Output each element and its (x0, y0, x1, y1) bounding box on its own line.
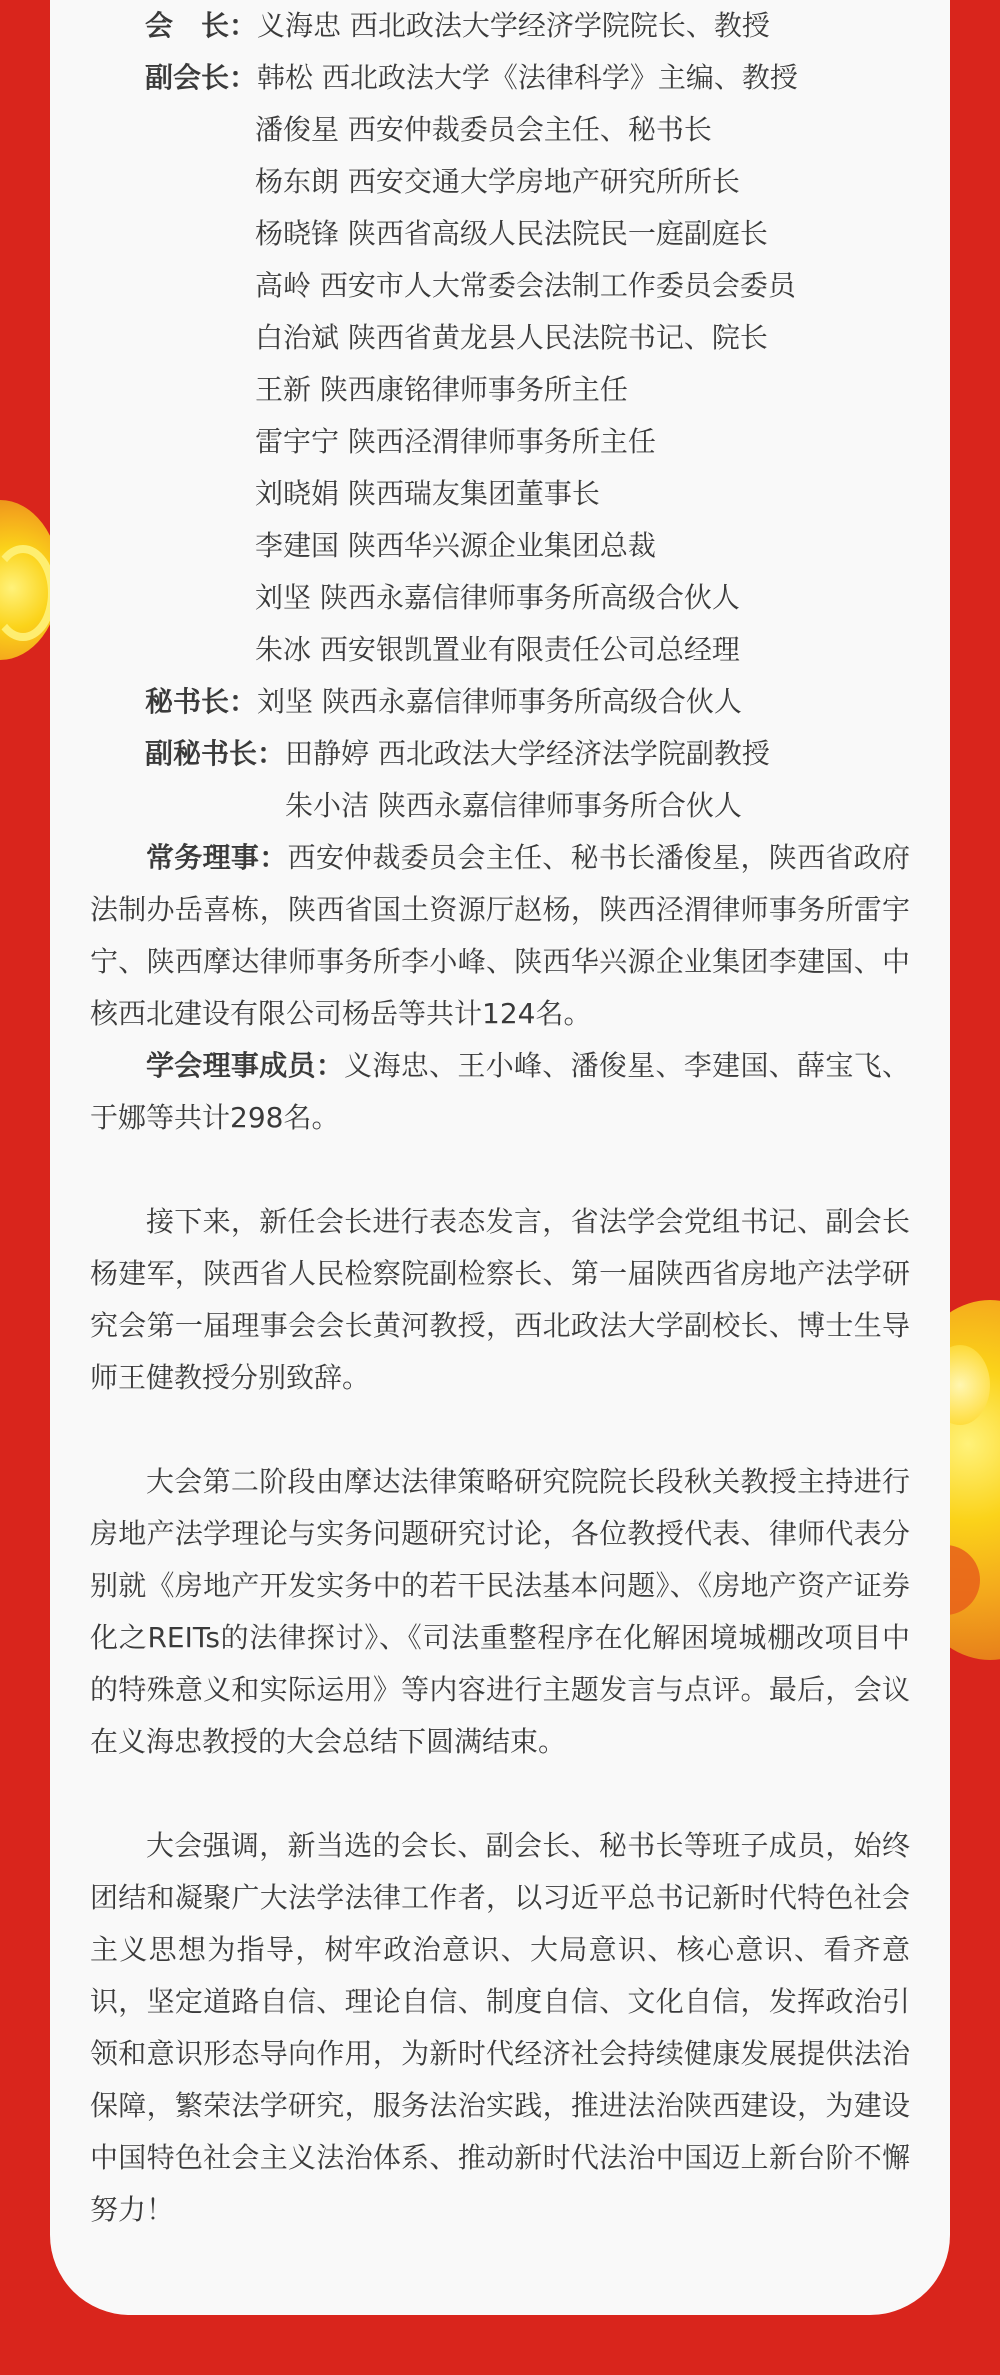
second-stage-paragraph: 大会第二阶段由摩达法律策略研究院院长段秋关教授主持进行房地产法学理论与实务问题研究讨论，各位教授代表、律师代表分别就《房地产开发实务中的若干民法基本问题》、《房地产资产证券化之REITs的法律探讨》、《司法重整程序在化解困境城棚改项目中的特殊意义和实际运用》等内容进行主题发言与点评。最后，会议在义海忠教授的大会总结下圆满结束。 (90, 1465, 910, 1758)
vice-president-entry: 刘晓娟 陕西瑞友集团董事长 (255, 477, 600, 510)
deputy-secretary-entry: 田静婷 西北政法大学经济法学院副教授 (285, 737, 770, 770)
president-label: 会 长： (145, 9, 258, 42)
president-entry: 义海忠 西北政法大学经济学院院长、教授 (257, 9, 770, 42)
standing-directors-label: 常务理事： (146, 841, 288, 874)
vice-president-entry: 潘俊星 西安仲裁委员会主任、秘书长 (255, 113, 712, 146)
article-body (90, 0, 910, 2236)
paragraph-spacer (90, 1404, 910, 1456)
vice-president-entry: 高岭 西安市人大常委会法制工作委员会委员 (255, 269, 796, 302)
president-line (90, 0, 910, 52)
standing-directors-paragraph (90, 832, 910, 1040)
secretary-general-label: 秘书长： (145, 685, 258, 718)
vice-president-label: 副会长： (145, 61, 258, 94)
conclusion-paragraph: 大会强调，新当选的会长、副会长、秘书长等班子成员，始终团结和凝聚广大法学法律工作者，以习近平总书记新时代特色社会主义思想为指导，树牢政治意识、大局意识、核心意识、看齐意识，坚定道路自信、理论自信、制度自信、文化自信，发挥政治引领和意识形态导向作用，为新时代经济社会持续健康发展提供法治保障，繁荣法学研究，服务法治实践，推进法治陕西建设，为建设中国特色社会主义法治体系、推动新时代法治中国迈上新台阶不懈努力！ (90, 1829, 910, 2226)
vice-president-entry: 刘坚 陕西永嘉信律师事务所高级合伙人 (255, 581, 740, 614)
vice-president-line (90, 52, 910, 104)
council-members-text: 义海忠、王小峰、潘俊星、李建国、薛宝飞、于娜等共计298名。 (90, 1049, 910, 1134)
paragraph-spacer (90, 1768, 910, 1820)
standing-directors-text: 西安仲裁委员会主任、秘书长潘俊星，陕西省政府法制办岳喜栋，陕西省国土资源厅赵杨，陕西泾渭律师事务所雷宇宁、陕西摩达律师事务所李小峰、陕西华兴源企业集团李建国、中核西北建设有限公司杨岳等共计124名。 (90, 841, 910, 1030)
vice-president-entry: 杨晓锋 陕西省高级人民法院民一庭副庭长 (255, 217, 768, 250)
vice-president-entry: 韩松 西北政法大学《法律科学》主编、教授 (257, 61, 798, 94)
secretary-general-entry: 刘坚 陕西永嘉信律师事务所高级合伙人 (257, 685, 742, 718)
secretary-general-line (90, 676, 910, 728)
vice-president-entry: 白治斌 陕西省黄龙县人民法院书记、院长 (255, 321, 768, 354)
council-members-paragraph (90, 1040, 910, 1144)
paragraph-spacer (90, 1144, 910, 1196)
vice-president-entry: 雷宇宁 陕西泾渭律师事务所主任 (255, 425, 656, 458)
deputy-secretary-line (90, 728, 910, 780)
deputy-secretary-label: 副秘书长： (145, 737, 286, 770)
vice-president-entry: 杨东朗 西安交通大学房地产研究所所长 (255, 165, 740, 198)
article-card (50, 0, 950, 2315)
council-members-label: 学会理事成员： (146, 1049, 345, 1082)
vice-president-entry: 王新 陕西康铭律师事务所主任 (255, 373, 628, 406)
speeches-paragraph: 接下来，新任会长进行表态发言，省法学会党组书记、副会长杨建军，陕西省人民检察院副检察长、第一届陕西省房地产法学研究会第一届理事会会长黄河教授，西北政法大学副校长、博士生导师王健教授分别致辞。 (90, 1205, 910, 1394)
deputy-secretary-entry: 朱小洁 陕西永嘉信律师事务所合伙人 (285, 789, 742, 822)
vice-president-entry: 朱冰 西安银凯置业有限责任公司总经理 (255, 633, 740, 666)
vice-president-entry: 李建国 陕西华兴源企业集团总裁 (255, 529, 656, 562)
